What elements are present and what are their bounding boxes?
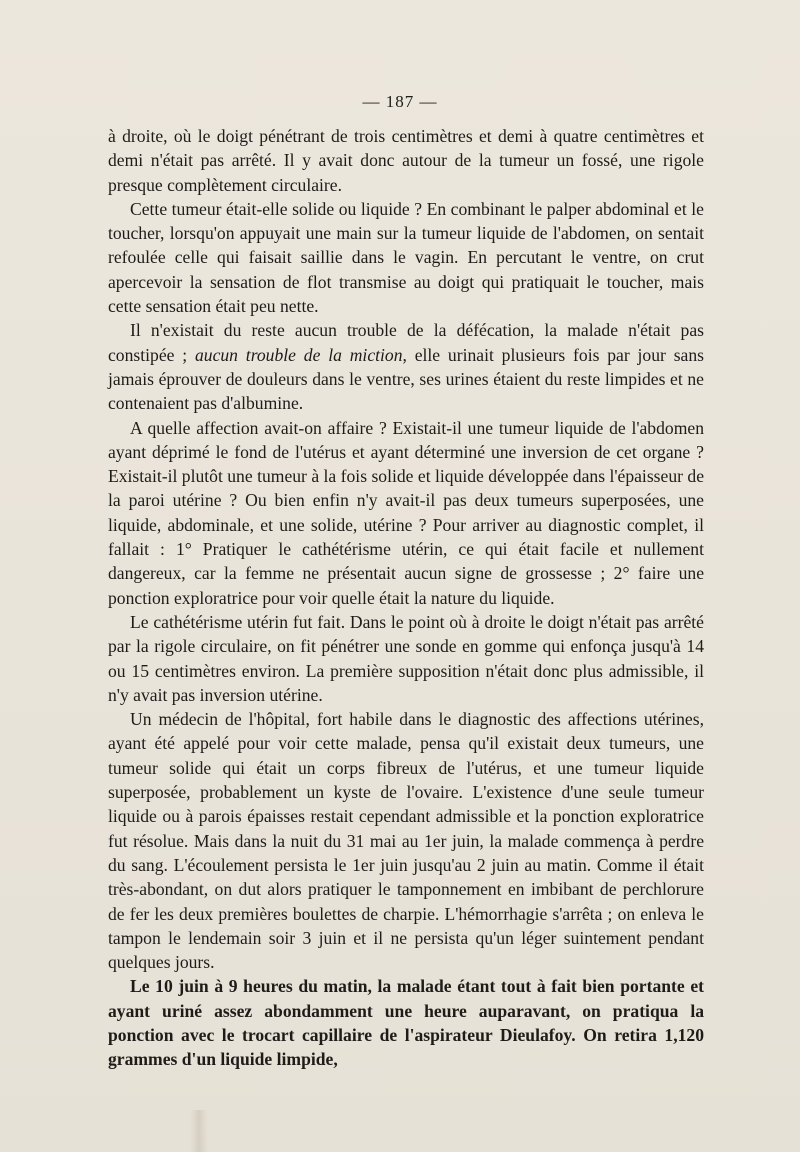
paragraph-p1 [108, 197, 704, 318]
paragraph-p5 [108, 707, 704, 974]
text-segment: Le 10 juin à 9 heures du matin, la malade étant tout à fait bien portante et ayant uriné assez abondamment une heure auparavant, on pratiqua la ponction avec le trocart capillaire de l'aspirateur Dieulafoy. On retira 1,120 grammes d'un liquide limpide, [108, 976, 704, 1070]
text-segment: Cette tumeur était-elle solide ou liquide ? En combinant le palper abdominal et le toucher, lorsqu'on appuyait une main sur la tumeur liquide de l'abdomen, on sentait refoulée celle qui faisait saillie dans le vagin. En percutant le ventre, on crut apercevoir la sensation de flot transmise au doigt qui pratiquait le toucher, mais cette sensation était peu nette. [108, 198, 704, 317]
paragraph-p0 [108, 124, 704, 197]
text-segment: , elle urinait plusieurs fois par jour sans jamais éprouver de douleurs dans le ventre, ses urines étaient du reste limpides et ne contenaient pas d'albumine. [108, 344, 704, 414]
text-segment: Un médecin de l'hôpital, fort habile dans le diagnostic des affections utérines, ayant été appelé pour voir cette malade, pensa qu'il existait deux tumeurs, une tumeur solide qui était un corps fibreux de l'utérus, et une tumeur liquide superposée, probablement un kyste de l'ovaire. L'existence d'une seule tumeur liquide ou à parois épaisses restait cependant admissible et la ponction exploratrice fut résolue. Mais dans la nuit du 31 mai au 1er juin, la malade commença à perdre du sang. L'écoulement persista le 1er juin jusqu'au 2 juin au matin. Comme il était très-abondant, on dut alors pratiquer le tamponnement en imbibant de perchlorure de fer les deux premières boulettes de charpie. L'hémorrhagie s'arrêta ; on enleva le tampon le lendemain soir 3 juin et il ne persista qu'un léger suintement pendant quelques jours. [108, 709, 704, 973]
text-segment: aucun trouble de la miction [194, 344, 403, 365]
body-text [108, 124, 704, 1072]
paragraph-p4 [108, 610, 704, 707]
paragraph-p3 [108, 416, 704, 610]
paragraph-p2 [108, 318, 704, 415]
text-segment: à droite, où le doigt pénétrant de trois centimètres et demi à quatre centimètres et demi n'était pas arrêté. Il y avait donc autour de la tumeur un fossé, une rigole presque complètement circulaire. [108, 126, 704, 195]
paper-fold-mark [190, 1110, 208, 1152]
paragraph-p6 [108, 974, 704, 1071]
text-segment: A quelle affection avait-on affaire ? Existait-il une tumeur liquide de l'abdomen ayant déprimé le fond de l'utérus et ayant déterminé une inversion de cet organe ? Existait-il plutôt une tumeur à la fois solide et liquide développée dans l'épaisseur de la paroi utérine ? Ou bien enfin n'y avait-il pas deux tumeurs superposées, une liquide, abdominale, et une solide, utérine ? Pour arriver au diagnostic complet, il fallait : 1° Pratiquer le cathétérisme utérin, ce qui était facile et nullement dangereux, car la femme ne présentait aucun signe de grossesse ; 2° faire une ponction exploratrice pour voir quelle était la nature du liquide. [108, 417, 704, 608]
text-segment: Le cathétérisme utérin fut fait. Dans le point où à droite le doigt n'était pas arrêté par la rigole circulaire, on fit pénétrer une sonde en gomme qui enfonça jusqu'à 14 ou 15 centimètres environ. La première supposition n'était donc plus admissible, il n'y avait pas inversion utérine. [108, 611, 704, 705]
text-segment: Il n'existait du reste aucun trouble de la défécation, la malade n'était pas constipée ; [108, 320, 704, 365]
page-number: — 187 — [362, 92, 438, 111]
